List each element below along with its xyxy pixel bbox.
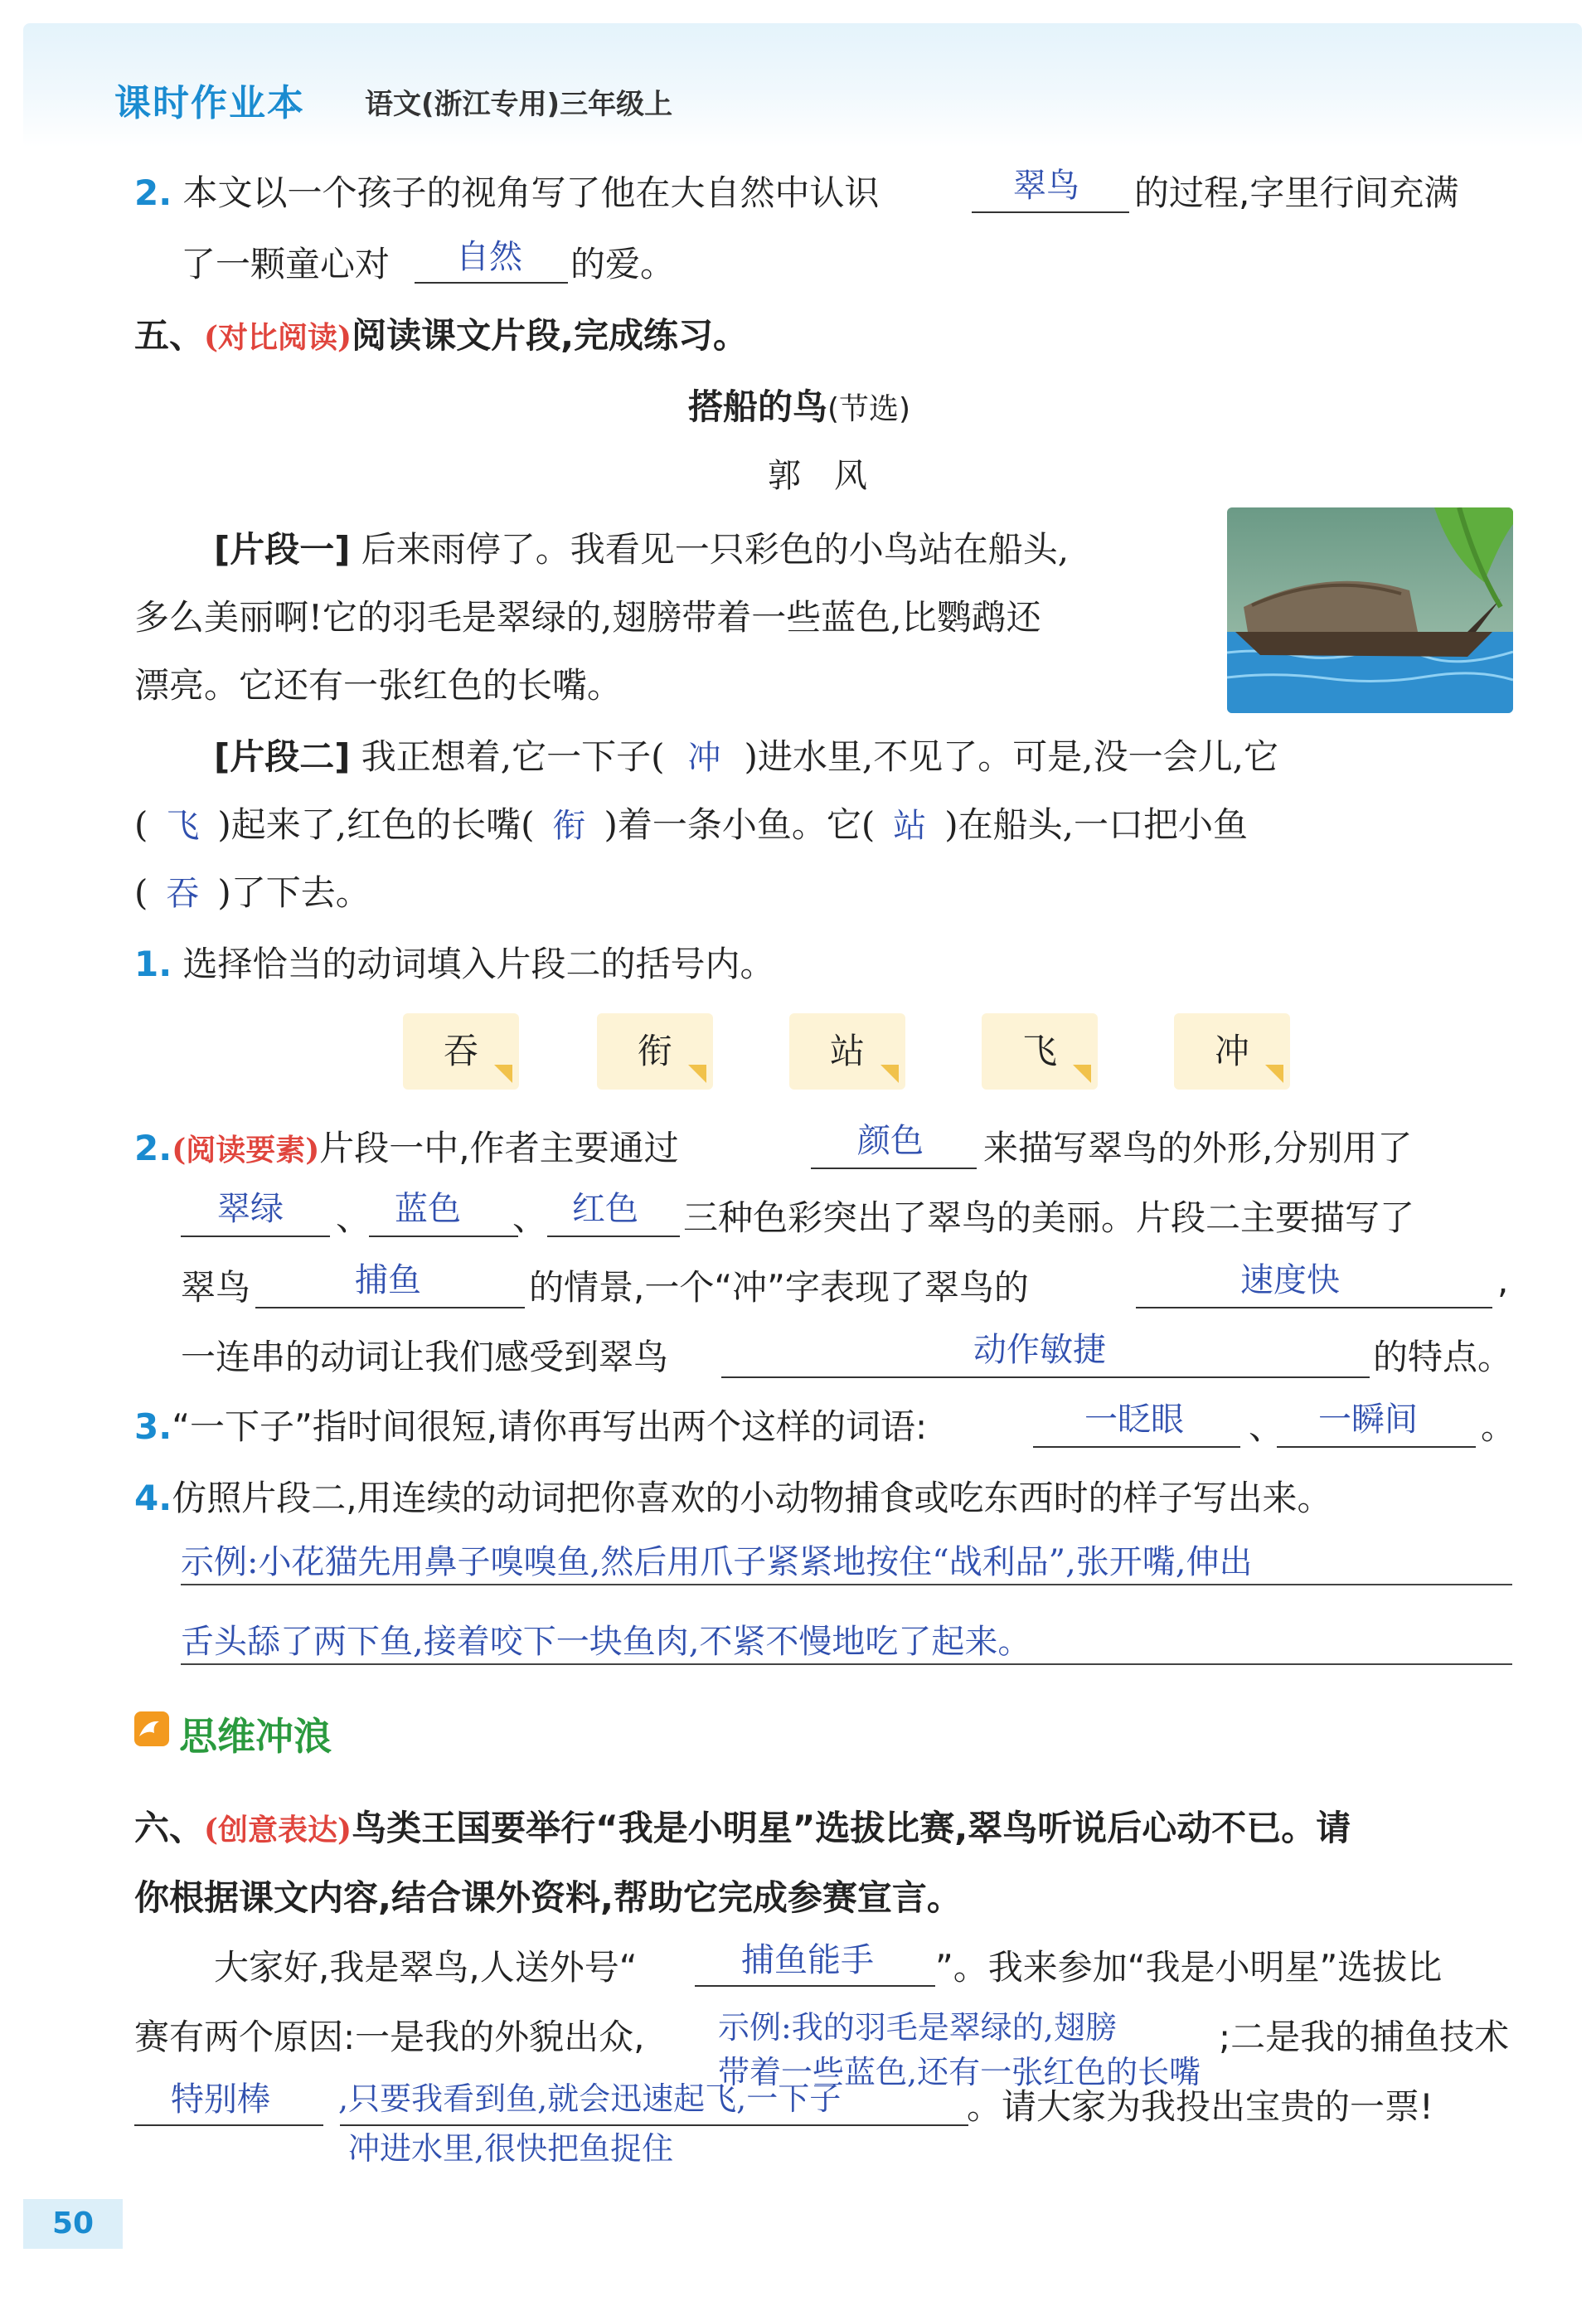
section5-heading: 五、(对比阅读)阅读课文片段,完成练习。 [134,315,749,356]
corner-fold [880,1065,899,1083]
declaration-line2b: ;二是我的捕鱼技术 [1219,2017,1510,2057]
prev-q2-text: 的爱。 [570,244,676,284]
answer-speed: 速度快 [1240,1261,1340,1299]
answer-line [134,2124,323,2126]
answer-line [255,1307,525,1308]
passage-author: 郭 风 [768,457,867,495]
paragraph1-line3: 漂亮。它还有一张红色的长嘴。 [134,665,623,706]
corner-fold [1073,1065,1091,1083]
answer-line [1033,1446,1240,1448]
corner-fold [688,1065,706,1083]
corner-fold [1265,1065,1283,1083]
paragraph2-line1: [片段二] 我正想着,它一下子( 冲 )进水里,不见了。可是,没一会儿,它 [214,736,1278,777]
answer-ziran: 自然 [456,238,522,276]
subject-label: 语文(浙江专用)三年级上 [365,88,673,121]
answer-line [972,211,1129,213]
answer-line [721,1376,1370,1378]
boat-illustration [1227,507,1513,713]
separator: 、 [1249,1406,1284,1447]
answer-nickname: 捕鱼能手 [741,1941,874,1979]
word-card: 站 [789,1013,905,1090]
q4-answer-line2: 舌头舔了两下鱼,接着咬下一块鱼肉,不紧不慢地吃了起来。 [181,1623,1031,1661]
answer-color: 颜色 [857,1122,924,1160]
answer-line [1136,1307,1492,1308]
answer-reason-1: ,只要我看到鱼,就会迅速起飞,一下子 [338,2080,842,2117]
declaration-line3b: 。请大家为我投出宝贵的一票! [967,2086,1433,2127]
word-card: 衔 [597,1013,713,1090]
answer-line [369,1236,518,1237]
answer-reason-2: 冲进水里,很快把鱼捉住 [348,2130,674,2167]
answer-green: 翠绿 [217,1190,284,1228]
prev-q2-line2: 了一颗童心对 [181,244,391,284]
declaration-line2a: 赛有两个原因:一是我的外貌出众, [134,2017,645,2057]
answer-line [547,1236,680,1237]
q2-line1a: 2.(阅读要素)片段一中,作者主要通过 [134,1128,679,1168]
paragraph2-line3: ( 吞 )了下去。 [134,872,371,913]
answer-skill: 特别棒 [171,2080,270,2119]
q1-text: 1. 选择恰当的动词填入片段二的括号内。 [134,944,775,984]
word-card: 飞 [982,1013,1098,1090]
corner-fold [494,1065,512,1083]
prev-q2-line1: 2. 本文以一个孩子的视角写了他在大自然中认识 [134,172,880,213]
writing-line [181,1584,1512,1585]
q2-line2: 三种色彩突出了翠鸟的美丽。片段二主要描写了 [683,1197,1415,1238]
separator: 、 [336,1197,371,1238]
answer-looks-1: 示例:我的羽毛是翠绿的,翅膀 [718,2009,1117,2046]
answer-instant: 一瞬间 [1318,1401,1418,1439]
section6-line1: 六、(创意表达)鸟类王国要举行“我是小明星”选拔比赛,翠鸟听说后心动不已。请 [134,1808,1351,1848]
q2-line4b: 的特点。 [1373,1337,1513,1377]
prev-q2-text: 的过程,字里行间充满 [1134,172,1459,213]
q2-line4a: 一连串的动词让我们感受到翠鸟 [181,1337,669,1377]
answer-line [181,1236,330,1237]
comma: , [1497,1260,1509,1301]
brand-title: 课时作业本 [114,82,305,124]
paragraph2-line2: ( 飞 )起来了,红色的长嘴( 衔 )着一条小鱼。它( 站 )在船头,一口把小鱼 [134,804,1249,845]
q2-line1b: 来描写翠鸟的外形,分别用了 [983,1128,1413,1168]
q4-text: 4.仿照片段二,用连续的动词把你喜欢的小动物捕食或吃东西时的样子写出来。 [134,1478,1332,1518]
passage-title: 搭船的鸟(节选) [688,386,911,427]
surf-icon [134,1711,169,1746]
q2-line3a: 翠鸟 [181,1267,251,1308]
word-card: 吞 [403,1013,519,1090]
answer-line [811,1168,977,1169]
answer-line [695,1985,935,1987]
section6-line2: 你根据课文内容,结合课外资料,帮助它完成参赛宣言。 [134,1877,962,1918]
word-card: 冲 [1174,1013,1290,1090]
answer-cuiniao: 翠鸟 [1013,167,1079,205]
declaration-line1a: 大家好,我是翠鸟,人送外号“ [214,1947,638,1988]
separator: 、 [512,1197,548,1238]
declaration-line1b: ”。我来参加“我是小明星”选拔比 [935,1947,1443,1988]
period: 。 [1481,1406,1516,1447]
writing-line [181,1663,1512,1665]
section-title: 思维冲浪 [179,1714,332,1759]
page-number: 50 [23,2199,123,2249]
answer-line [415,282,568,284]
answer-blink: 一眨眼 [1084,1401,1184,1439]
q2-line3b: 的情景,一个“冲”字表现了翠鸟的 [529,1267,1029,1308]
answer-red: 红色 [572,1190,638,1228]
answer-agile: 动作敏捷 [973,1331,1106,1369]
paragraph1-line1: [片段一] 后来雨停了。我看见一只彩色的小鸟站在船头, [214,529,1070,570]
q3-text: 3.“一下子”指时间很短,请你再写出两个这样的词语: [134,1406,928,1447]
paragraph1-line2: 多么美丽啊!它的羽毛是翠绿的,翅膀带着一些蓝色,比鹦鹉还 [134,597,1041,638]
q4-answer-line1: 示例:小花猫先用鼻子嗅嗅鱼,然后用爪子紧紧地按住“战利品”,张开嘴,伸出 [181,1543,1253,1581]
answer-looks-2: 带着一些蓝色,还有一张红色的长嘴 [718,2054,1201,2090]
answer-blue: 蓝色 [395,1190,461,1228]
answer-line [1277,1446,1476,1448]
answer-fishing: 捕鱼 [355,1261,421,1299]
